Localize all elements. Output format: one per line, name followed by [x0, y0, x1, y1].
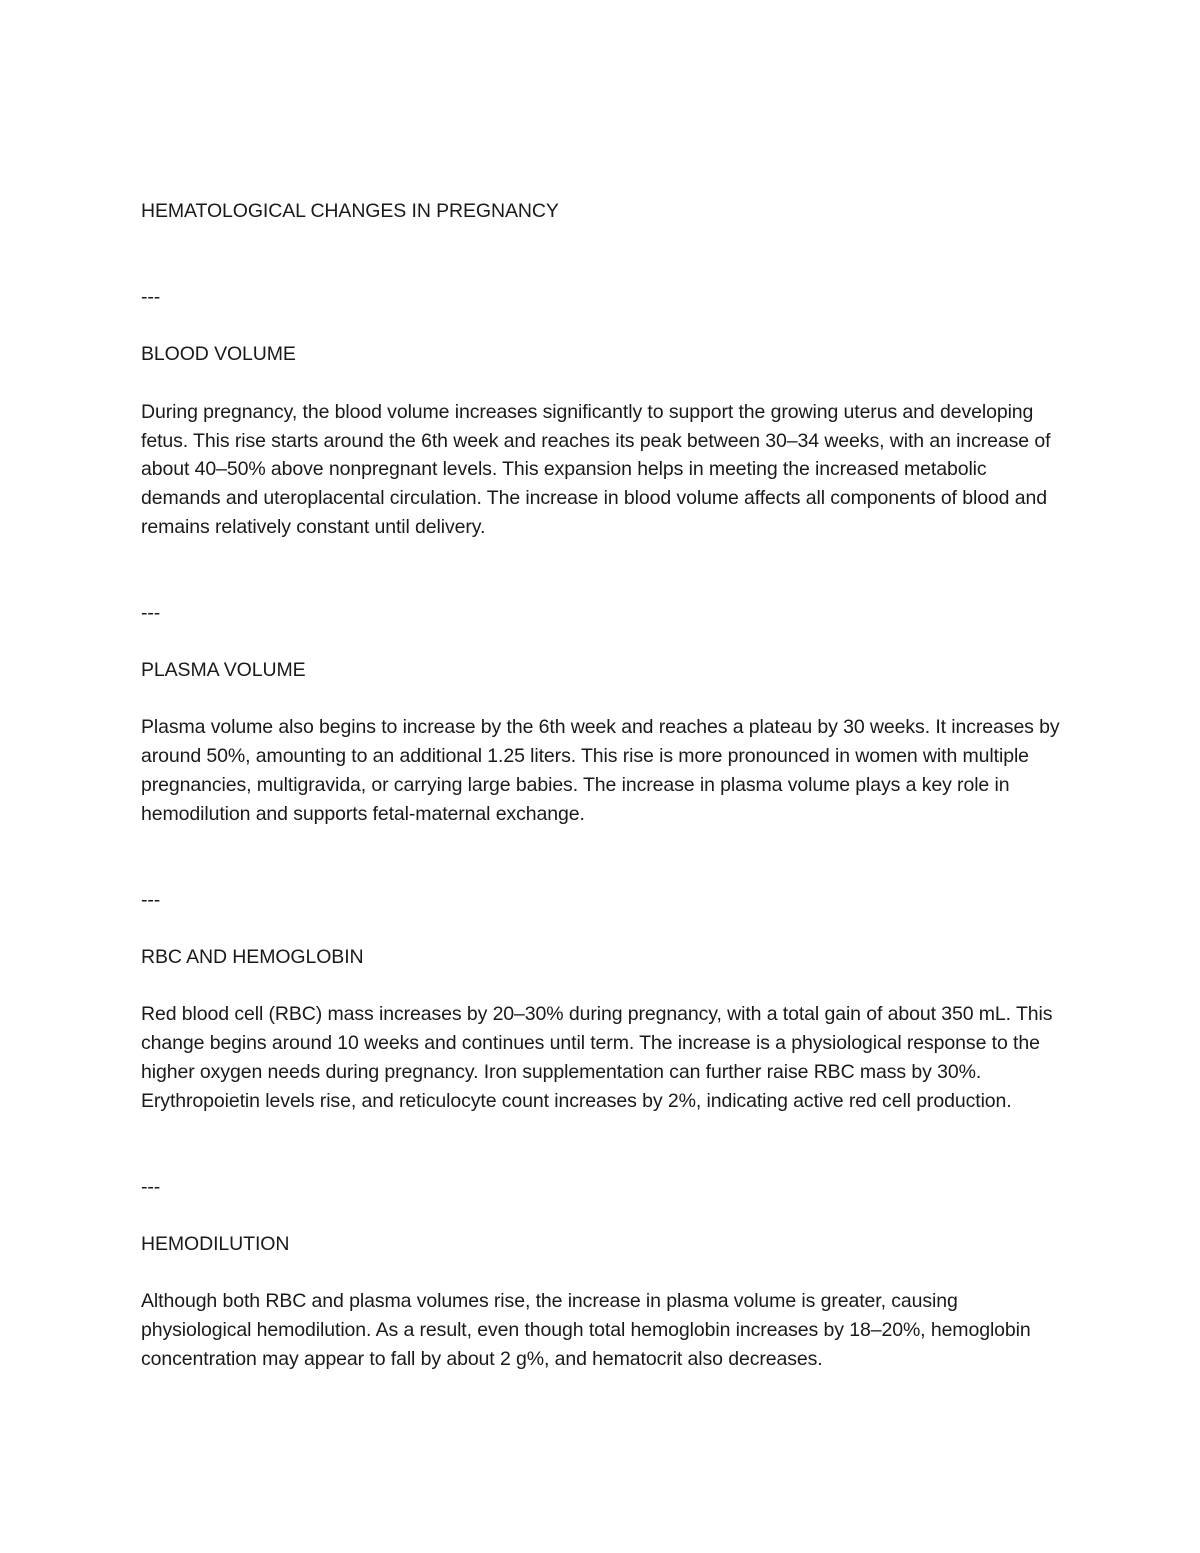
section-separator: ---: [141, 601, 161, 624]
section-separator: ---: [141, 1175, 161, 1198]
section-body-rbc-hemoglobin: Red blood cell (RBC) mass increases by 20–30% during pregnancy, with a total gain of about 350 mL. This change begins around 10 weeks and continues until term. The increase is a physiological response to the higher oxygen needs during pregnancy. Iron supplementation can further raise RBC mass by 30%. Erythropoietin levels rise, and reticulocyte count increases by 2%, indicating active red cell production.: [141, 1003, 1053, 1112]
document-content: [141, 197, 1061, 1374]
section-heading-blood-volume: BLOOD VOLUME: [141, 343, 296, 366]
section-heading-hemodilution: HEMODILUTION: [141, 1233, 290, 1256]
section-separator: ---: [141, 888, 161, 911]
section-body-hemodilution: Although both RBC and plasma volumes rise, the increase in plasma volume is greater, causing physiological hemodilution. As a result, even though total hemoglobin increases by 18–20%, hemoglobin concentration may appear to fall by about 2 g%, and hematocrit also decreases.: [141, 1290, 1031, 1370]
section-body-plasma-volume: Plasma volume also begins to increase by the 6th week and reaches a plateau by 30 weeks. It increases by around 50%, amounting to an additional 1.25 liters. This rise is more pronounced in women with multiple pregnancies, multigravida, or carrying large babies. The increase in plasma volume plays a key role in hemodilution and supports fetal-maternal exchange.: [141, 716, 1060, 825]
section-heading-plasma-volume: PLASMA VOLUME: [141, 659, 306, 682]
document-title: HEMATOLOGICAL CHANGES IN PREGNANCY: [141, 200, 559, 222]
section-body-blood-volume: During pregnancy, the blood volume increases significantly to support the growing uterus and developing fetus. This rise starts around the 6th week and reaches its peak between 30–34 weeks, with an increase of about 40–50% above nonpregnant levels. This expansion helps in meeting the increased metabolic demands and uteroplacental circulation. The increase in blood volume affects all components of blood and remains relatively constant until delivery.: [141, 400, 1051, 538]
section-heading-rbc-hemoglobin: RBC AND HEMOGLOBIN: [141, 946, 364, 969]
section-separator: ---: [141, 286, 161, 309]
